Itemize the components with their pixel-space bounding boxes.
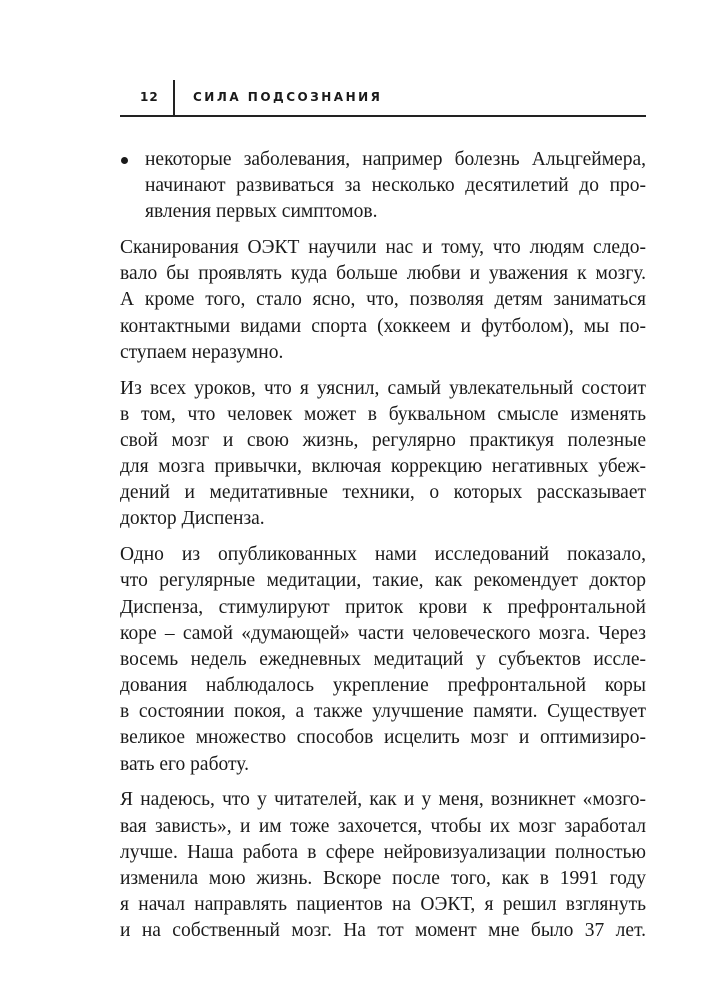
text-line: Сканирования ОЭКТ научили нас и тому, что людям следо-: [120, 237, 646, 259]
text-line: в состоянии покоя, а также улучшение памяти. Существует: [120, 701, 646, 723]
text-line: Из всех уроков, что я уяснил, самый увлекательный состоит: [120, 377, 646, 399]
text-line: явления первых симптомов.: [145, 201, 378, 223]
text-line: что регулярные медитации, такие, как рекомендует доктор: [120, 570, 646, 592]
text-line: начинают развиваться за несколько десятилетий до про-: [145, 175, 646, 197]
text-line: великое множество способов исцелить мозг и оптимизиро-: [120, 727, 646, 749]
paragraph: [120, 235, 646, 366]
bullet-icon: [121, 157, 128, 164]
text-line: я начал направлять пациентов на ОЭКТ, я решил взглянуть: [120, 894, 646, 916]
text-line: дений и медитативные техники, о которых рассказывает: [120, 482, 646, 504]
text-line: некоторые заболевания, например болезнь Альцгеймера,: [145, 149, 646, 170]
bullet-list-item: [120, 147, 646, 226]
text-line: А кроме того, стало ясно, что, позволяя детям заниматься: [120, 289, 646, 311]
paragraph: [120, 376, 646, 533]
text-line: вая зависть», и им тоже захочется, чтобы их мозг заработал: [120, 815, 646, 837]
text-line: вать его работу.: [120, 753, 249, 775]
text-line: ступаем неразумно.: [120, 341, 284, 363]
text-line: доктор Диспенза.: [120, 508, 265, 530]
text-line: и на собственный мозг. На тот момент мне было 37 лет.: [120, 920, 646, 942]
paragraph: [120, 787, 646, 944]
text-line: вало бы проявлять куда больше любви и уважения к мозгу.: [120, 263, 646, 285]
header-divider: [173, 80, 175, 115]
text-line: для мозга привычки, включая коррекцию негативных убеж-: [120, 456, 646, 478]
text-line: Одно из опубликованных нами исследований показало,: [120, 544, 646, 566]
text-line: лучше. Наша работа в сфере нейровизуализации полностью: [120, 841, 646, 863]
text-line: дования наблюдалось укрепление префронтальной коры: [120, 675, 646, 697]
text-line: Я надеюсь, что у читателей, как и у меня, возникнет «мозго-: [120, 789, 646, 811]
text-line: восемь недель ежедневных медитаций у субъектов иссле-: [120, 648, 646, 670]
running-header: [120, 78, 646, 117]
text-line: в том, что человек может в буквальном смысле изменять: [120, 403, 646, 425]
paragraph: [120, 542, 646, 778]
text-line: Диспенза, стимулируют приток крови к префронтальной: [120, 596, 646, 618]
text-line: контактными видами спорта (хоккеем и футболом), мы по-: [120, 315, 646, 337]
page-body: [120, 147, 646, 954]
page-number: 12: [140, 90, 159, 104]
text-line: коре – самой «думающей» части человеческого мозга. Через: [120, 622, 646, 644]
text-line: изменила мою жизнь. Вскоре после того, как в 1991 году: [120, 867, 646, 889]
running-title: СИЛА ПОДСОЗНАНИЯ: [193, 90, 383, 104]
text-line: свой мозг и свою жизнь, регулярно практикуя полезные: [120, 429, 646, 451]
